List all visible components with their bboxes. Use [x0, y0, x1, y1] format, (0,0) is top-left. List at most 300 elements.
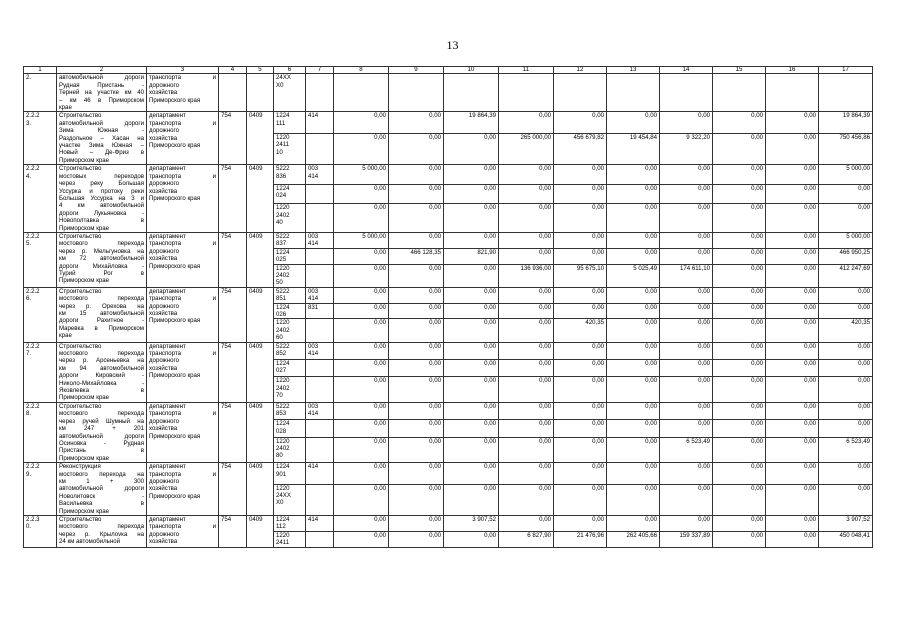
amount-cell: 19 864,39	[819, 112, 873, 133]
column-header-9: 9	[389, 67, 444, 74]
amount-cell: 0,00	[554, 342, 607, 359]
amount-cell: 136 936,00	[499, 264, 554, 287]
amount-cell: 5 000,00	[819, 232, 873, 248]
amount-cell: 0,00	[607, 420, 660, 437]
responsible-agency-line: Приморского края	[149, 142, 201, 150]
table-row	[24, 287, 873, 303]
budget-table	[23, 66, 873, 548]
amount-cell: 3 907,52	[444, 515, 499, 531]
responsible-agency-line: департамент	[149, 112, 186, 120]
object-name-line: Строительство	[59, 402, 102, 410]
column-header-12: 12	[554, 67, 607, 74]
object-name-line: км 94 автомобильной	[59, 364, 144, 372]
target-article-code	[274, 359, 306, 376]
responsible-agency-line: хозяйства	[149, 538, 178, 546]
responsible-agency-line: дорожного	[149, 247, 179, 255]
row-number-line: 0.	[26, 523, 32, 531]
amount-cell: 174 611,10	[660, 264, 713, 287]
row-number-line: 6.	[26, 295, 32, 303]
responsible-agency-line: дорожного	[149, 127, 179, 135]
amount-cell: 0,00	[819, 184, 873, 204]
object-name-line: Васильевка в	[59, 500, 144, 508]
amount-cell: 0,00	[713, 184, 766, 204]
expense-type-code	[306, 463, 334, 484]
row-number	[24, 74, 57, 112]
amount-cell: 0,00	[334, 463, 389, 484]
expense-type-code	[306, 303, 334, 319]
object-name-line: через р. Арсеньевка на	[59, 357, 144, 365]
amount-cell: 0,00	[334, 248, 389, 264]
amount-cell: 0,00	[444, 402, 499, 419]
target-article-code-line: 5222	[276, 165, 290, 173]
responsible-agency-line: дорожного	[149, 417, 179, 425]
target-article-code-line: 40	[276, 219, 283, 227]
amount-cell: 0,00	[444, 287, 499, 303]
object-name-line: мостового перехода на	[59, 470, 144, 478]
row-number-line: 2.2.2	[26, 287, 40, 295]
target-article-code-line: 2402	[276, 445, 290, 452]
table-row	[24, 515, 873, 531]
amount-cell: 5 000,00	[819, 165, 873, 185]
amount-cell: 0,00	[554, 359, 607, 376]
amount-cell: 0,00	[660, 112, 713, 133]
target-article-code-line: 111	[276, 119, 286, 127]
amount-cell: 0,00	[389, 319, 444, 342]
amount-cell: 0,00	[389, 165, 444, 185]
row-number-line: 9.	[26, 470, 32, 478]
amount-cell: 0,00	[389, 531, 444, 547]
responsible-agency-line: транспорта и	[149, 523, 216, 531]
amount-cell: 0,00	[713, 165, 766, 185]
amount-cell: 0,00	[499, 420, 554, 437]
object-name-line: Приморском крае	[59, 454, 110, 462]
responsible-agency	[147, 74, 219, 112]
object-name-line: участке Зима Южная –	[59, 142, 144, 150]
row-number	[24, 463, 57, 516]
object-name-line: через р. Орехова на	[59, 302, 144, 310]
amount-cell: 0,00	[713, 402, 766, 419]
amount-cell: 0,00	[713, 248, 766, 264]
expense-type-code	[306, 484, 334, 515]
amount-cell: 3 907,52	[819, 515, 873, 531]
responsible-agency-line: Приморского края	[149, 262, 201, 270]
target-article-code	[274, 342, 306, 359]
amount-cell: 821,90	[444, 248, 499, 264]
amount-cell: 0,00	[713, 359, 766, 376]
amount-cell: 0,00	[554, 377, 607, 403]
row-number	[24, 402, 57, 462]
amount-cell: 0,00	[766, 437, 819, 463]
amount-cell: 0,00	[499, 204, 554, 233]
amount-cell: 0,00	[389, 204, 444, 233]
object-name-line: через р. Крылovка на	[59, 530, 144, 538]
amount-cell: 0,00	[444, 484, 499, 515]
amount-cell: 0,00	[766, 112, 819, 133]
responsible-agency-line: департамент	[149, 287, 186, 295]
amount-cell: 0,00	[334, 303, 389, 319]
target-article-code-line: 1224	[276, 303, 290, 311]
amount-cell: 0,00	[389, 402, 444, 419]
amount-cell: 0,00	[334, 319, 389, 342]
responsible-agency-line: дорожного	[149, 477, 179, 485]
amount-cell	[499, 74, 554, 112]
object-name-line: Осиновка - Рудная	[59, 439, 144, 447]
amount-cell: 265 000,00	[499, 133, 554, 164]
amount-cell: 0,00	[499, 165, 554, 185]
amount-cell: 0,00	[499, 377, 554, 403]
expense-type-code	[306, 112, 334, 133]
section-code	[247, 74, 274, 112]
amount-cell: 750 456,86	[819, 133, 873, 164]
amount-cell	[819, 74, 873, 112]
object-name-line: Раздольное – Хасан на	[59, 134, 144, 142]
object-name-line: мостового перехода	[59, 523, 144, 531]
amount-cell: 0,00	[444, 463, 499, 484]
amount-cell: 0,00	[444, 342, 499, 359]
amount-cell: 0,00	[444, 377, 499, 403]
amount-cell: 0,00	[389, 184, 444, 204]
target-article-code-line: 80	[276, 452, 283, 460]
amount-cell: 0,00	[766, 204, 819, 233]
amount-cell: 0,00	[444, 204, 499, 233]
object-name-line: Новолитовск -	[59, 492, 144, 500]
amount-cell: 0,00	[499, 303, 554, 319]
row-number	[24, 165, 57, 233]
row-number-line: 2.2.2	[26, 232, 40, 240]
amount-cell: 0,00	[766, 264, 819, 287]
responsible-agency	[147, 287, 219, 342]
amount-cell: 0,00	[389, 420, 444, 437]
target-article-code-line: 1224	[276, 463, 290, 471]
amount-cell: 0,00	[660, 359, 713, 376]
target-article-code-line: 1224	[276, 184, 290, 192]
expense-type-code	[306, 232, 334, 248]
amount-cell: 21 476,96	[554, 531, 607, 547]
object-name-line: мостового перехода	[59, 295, 144, 303]
object-name-line: км 247 + 201	[59, 425, 144, 433]
object-name-line: через ручей Шумный на	[59, 417, 144, 425]
responsible-agency	[147, 515, 219, 547]
amount-cell: 0,00	[819, 287, 873, 303]
responsible-agency	[147, 402, 219, 462]
amount-cell: 0,00	[819, 484, 873, 515]
object-name-line: Строительство	[59, 342, 102, 350]
amount-cell: 0,00	[334, 420, 389, 437]
target-article-code	[274, 303, 306, 319]
responsible-agency-line: хозяйства	[149, 310, 178, 317]
amount-cell: 0,00	[766, 484, 819, 515]
amount-cell: 0,00	[607, 342, 660, 359]
object-name-line: автомобильной дороги	[59, 485, 144, 493]
amount-cell: 0,00	[444, 184, 499, 204]
object-name-line: Зима Южная -	[59, 127, 144, 135]
column-header-7: 7	[306, 67, 334, 74]
target-article-code	[274, 319, 306, 342]
object-name	[57, 112, 147, 165]
expense-type-code	[306, 184, 334, 204]
target-article-code-line: 836	[276, 172, 287, 180]
expense-type-code-line: 414	[308, 295, 319, 303]
grbs-code: 754	[219, 287, 247, 342]
object-name	[57, 463, 147, 516]
amount-cell: 0,00	[660, 377, 713, 403]
amount-cell: 0,00	[713, 204, 766, 233]
expense-type-code	[306, 377, 334, 403]
section-code: 0409	[247, 463, 274, 516]
amount-cell: 0,00	[660, 303, 713, 319]
object-name	[57, 232, 147, 287]
column-header-6: 6	[274, 67, 306, 74]
amount-cell	[713, 74, 766, 112]
amount-cell: 0,00	[444, 437, 499, 463]
amount-cell: 0,00	[713, 264, 766, 287]
object-name-line: дороги Рахитное -	[59, 317, 144, 325]
responsible-agency-line: транспорта и	[149, 350, 216, 358]
amount-cell: 0,00	[660, 184, 713, 204]
amount-cell: 0,00	[713, 303, 766, 319]
responsible-agency-line: дорожного	[149, 530, 179, 538]
amount-cell: 0,00	[554, 437, 607, 463]
amount-cell: 0,00	[660, 287, 713, 303]
amount-cell: 0,00	[766, 165, 819, 185]
amount-cell: 0,00	[334, 184, 389, 204]
section-code: 0409	[247, 402, 274, 462]
amount-cell: 0,00	[819, 402, 873, 419]
object-name-line: мостового перехода	[59, 350, 144, 358]
amount-cell: 0,00	[554, 248, 607, 264]
expense-type-code	[306, 420, 334, 437]
row-number-line: 2.	[26, 74, 32, 82]
column-header-5: 5	[247, 67, 274, 74]
target-article-code-line: 2402	[276, 326, 290, 334]
amount-cell: 0,00	[499, 463, 554, 484]
amount-cell: 0,00	[554, 287, 607, 303]
amount-cell: 0,00	[607, 184, 660, 204]
target-article-code	[274, 248, 306, 264]
amount-cell: 0,00	[819, 377, 873, 403]
target-article-code	[274, 484, 306, 515]
table-row	[24, 402, 873, 419]
expense-type-code-line: 831	[308, 303, 319, 311]
responsible-agency	[147, 463, 219, 516]
target-article-code-line: 1224	[276, 248, 290, 256]
amount-cell: 0,00	[334, 204, 389, 233]
amount-cell: 0,00	[607, 463, 660, 484]
target-article-code	[274, 133, 306, 164]
object-name-line: 24 км автомобильной	[59, 538, 120, 546]
amount-cell: 0,00	[660, 319, 713, 342]
object-name-line: крае	[59, 332, 72, 340]
amount-cell: 0,00	[444, 165, 499, 185]
amount-cell: 0,00	[713, 531, 766, 547]
table-row	[24, 342, 873, 359]
amount-cell: 0,00	[766, 463, 819, 484]
amount-cell: 0,00	[713, 133, 766, 164]
object-name-line: Рудная Пристань -	[59, 81, 144, 89]
amount-cell: 0,00	[660, 165, 713, 185]
amount-cell: 0,00	[819, 463, 873, 484]
amount-cell: 0,00	[554, 184, 607, 204]
amount-cell: 0,00	[607, 204, 660, 233]
amount-cell	[766, 74, 819, 112]
row-number	[24, 515, 57, 547]
target-article-code-line: 1220	[276, 484, 290, 492]
responsible-agency-line: хозяйства	[149, 425, 178, 433]
target-article-code-line: 112	[276, 523, 286, 531]
expense-type-code	[306, 402, 334, 419]
section-code: 0409	[247, 165, 274, 233]
amount-cell: 0,00	[766, 342, 819, 359]
object-name-line: Николо-Михайловка -	[59, 379, 144, 387]
object-name	[57, 165, 147, 233]
responsible-agency-line: хозяйства	[149, 485, 178, 493]
amount-cell: 0,00	[607, 248, 660, 264]
column-header-13: 13	[607, 67, 660, 74]
amount-cell: 0,00	[607, 484, 660, 515]
expense-type-code	[306, 133, 334, 164]
amount-cell: 0,00	[607, 437, 660, 463]
row-number-line: 4.	[26, 172, 32, 180]
target-article-code-line: 1220	[276, 319, 290, 327]
amount-cell: 0,00	[499, 359, 554, 376]
target-article-code	[274, 463, 306, 484]
section-code: 0409	[247, 287, 274, 342]
column-header-11: 11	[499, 67, 554, 74]
object-name-line: мостового перехода	[59, 410, 144, 418]
amount-cell: 0,00	[660, 204, 713, 233]
amount-cell: 0,00	[499, 184, 554, 204]
object-name-line: через реку Большая	[59, 180, 144, 188]
amount-cell: 0,00	[334, 484, 389, 515]
row-number	[24, 232, 57, 287]
expense-type-code-line: 414	[308, 463, 319, 471]
target-article-code-line: 2402	[276, 271, 290, 279]
column-header-3: 3	[147, 67, 219, 74]
responsible-agency-line: транспорта и	[149, 74, 216, 82]
amount-cell: 0,00	[766, 377, 819, 403]
responsible-agency-line: Приморского края	[149, 194, 201, 202]
row-number	[24, 342, 57, 402]
responsible-agency-line: хозяйства	[149, 364, 178, 372]
expense-type-code-line: 414	[308, 410, 319, 418]
section-code: 0409	[247, 342, 274, 402]
expense-type-code	[306, 264, 334, 287]
amount-cell	[334, 74, 389, 112]
target-article-code-line: 1220	[276, 133, 290, 141]
expense-type-code	[306, 531, 334, 547]
target-article-code-line: 24ХХ	[276, 491, 291, 499]
grbs-code	[219, 74, 247, 112]
expense-type-code	[306, 74, 334, 112]
responsible-agency-line: дорожного	[149, 302, 179, 310]
target-article-code-line: 1220	[276, 377, 290, 385]
amount-cell: 0,00	[444, 319, 499, 342]
amount-cell: 19 864,39	[444, 112, 499, 133]
object-name	[57, 342, 147, 402]
target-article-code-line: 24ХХ	[276, 74, 291, 82]
responsible-agency	[147, 112, 219, 165]
column-header-8: 8	[334, 67, 389, 74]
responsible-agency-line: хозяйства	[149, 187, 178, 195]
amount-cell: 0,00	[334, 112, 389, 133]
object-name-line: дороги Михайловка -	[59, 262, 144, 270]
grbs-code: 754	[219, 112, 247, 165]
row-number-line: 2.2.2	[26, 112, 40, 120]
amount-cell: 0,00	[554, 463, 607, 484]
object-name	[57, 287, 147, 342]
object-name-line: Приморском крае	[59, 507, 110, 515]
amount-cell: 0,00	[713, 420, 766, 437]
responsible-agency-line: хозяйства	[149, 255, 178, 263]
amount-cell	[607, 74, 660, 112]
amount-cell: 0,00	[766, 287, 819, 303]
row-number-line: 2.2.2	[26, 165, 40, 173]
amount-cell: 0,00	[389, 112, 444, 133]
responsible-agency-line: дорожного	[149, 81, 179, 89]
expense-type-code	[306, 165, 334, 185]
object-name-line: через р. Мельгуновка на	[59, 247, 144, 255]
amount-cell: 0,00	[499, 112, 554, 133]
row-number-line: 2.2.2	[26, 463, 40, 471]
amount-cell: 0,00	[660, 248, 713, 264]
object-name-line: км 72 автомобильной	[59, 255, 144, 263]
amount-cell: 0,00	[499, 437, 554, 463]
responsible-agency-line: транспорта и	[149, 240, 216, 248]
amount-cell: 0,00	[334, 287, 389, 303]
object-name-line: Строительство	[59, 232, 102, 240]
amount-cell: 0,00	[499, 402, 554, 419]
grbs-code: 754	[219, 232, 247, 287]
amount-cell: 0,00	[444, 303, 499, 319]
target-article-code-line: 5222	[276, 342, 290, 350]
target-article-code-line: 028	[276, 427, 287, 435]
target-article-code	[274, 531, 306, 547]
amount-cell: 0,00	[819, 420, 873, 437]
responsible-agency	[147, 232, 219, 287]
target-article-code-line: 901	[276, 470, 287, 478]
target-article-code	[274, 420, 306, 437]
target-article-code	[274, 377, 306, 403]
amount-cell: 0,00	[819, 204, 873, 233]
object-name-line: мостовых переходов	[59, 172, 144, 180]
table-row	[24, 74, 873, 112]
target-article-code-line: 853	[276, 410, 287, 418]
amount-cell: 0,00	[389, 264, 444, 287]
amount-cell	[389, 74, 444, 112]
amount-cell: 0,00	[713, 484, 766, 515]
amount-cell: 0,00	[713, 232, 766, 248]
amount-cell: 0,00	[499, 484, 554, 515]
target-article-code-line: 60	[276, 334, 283, 342]
responsible-agency-line: Приморского края	[149, 492, 201, 500]
amount-cell: 0,00	[554, 515, 607, 531]
expense-type-code	[306, 319, 334, 342]
amount-cell: 95 675,10	[554, 264, 607, 287]
amount-cell: 0,00	[607, 319, 660, 342]
amount-cell: 0,00	[554, 112, 607, 133]
row-number-line: 3.	[26, 119, 32, 127]
amount-cell: 0,00	[389, 437, 444, 463]
object-name-line: Турий Рог в	[59, 269, 144, 277]
amount-cell: 6 827,90	[499, 531, 554, 547]
target-article-code	[274, 184, 306, 204]
amount-cell: 450 048,41	[819, 531, 873, 547]
target-article-code-line: 5222	[276, 232, 290, 240]
section-code: 0409	[247, 232, 274, 287]
amount-cell: 0,00	[607, 303, 660, 319]
responsible-agency-line: хозяйства	[149, 89, 178, 97]
object-name-line: мостового перехода	[59, 240, 144, 248]
